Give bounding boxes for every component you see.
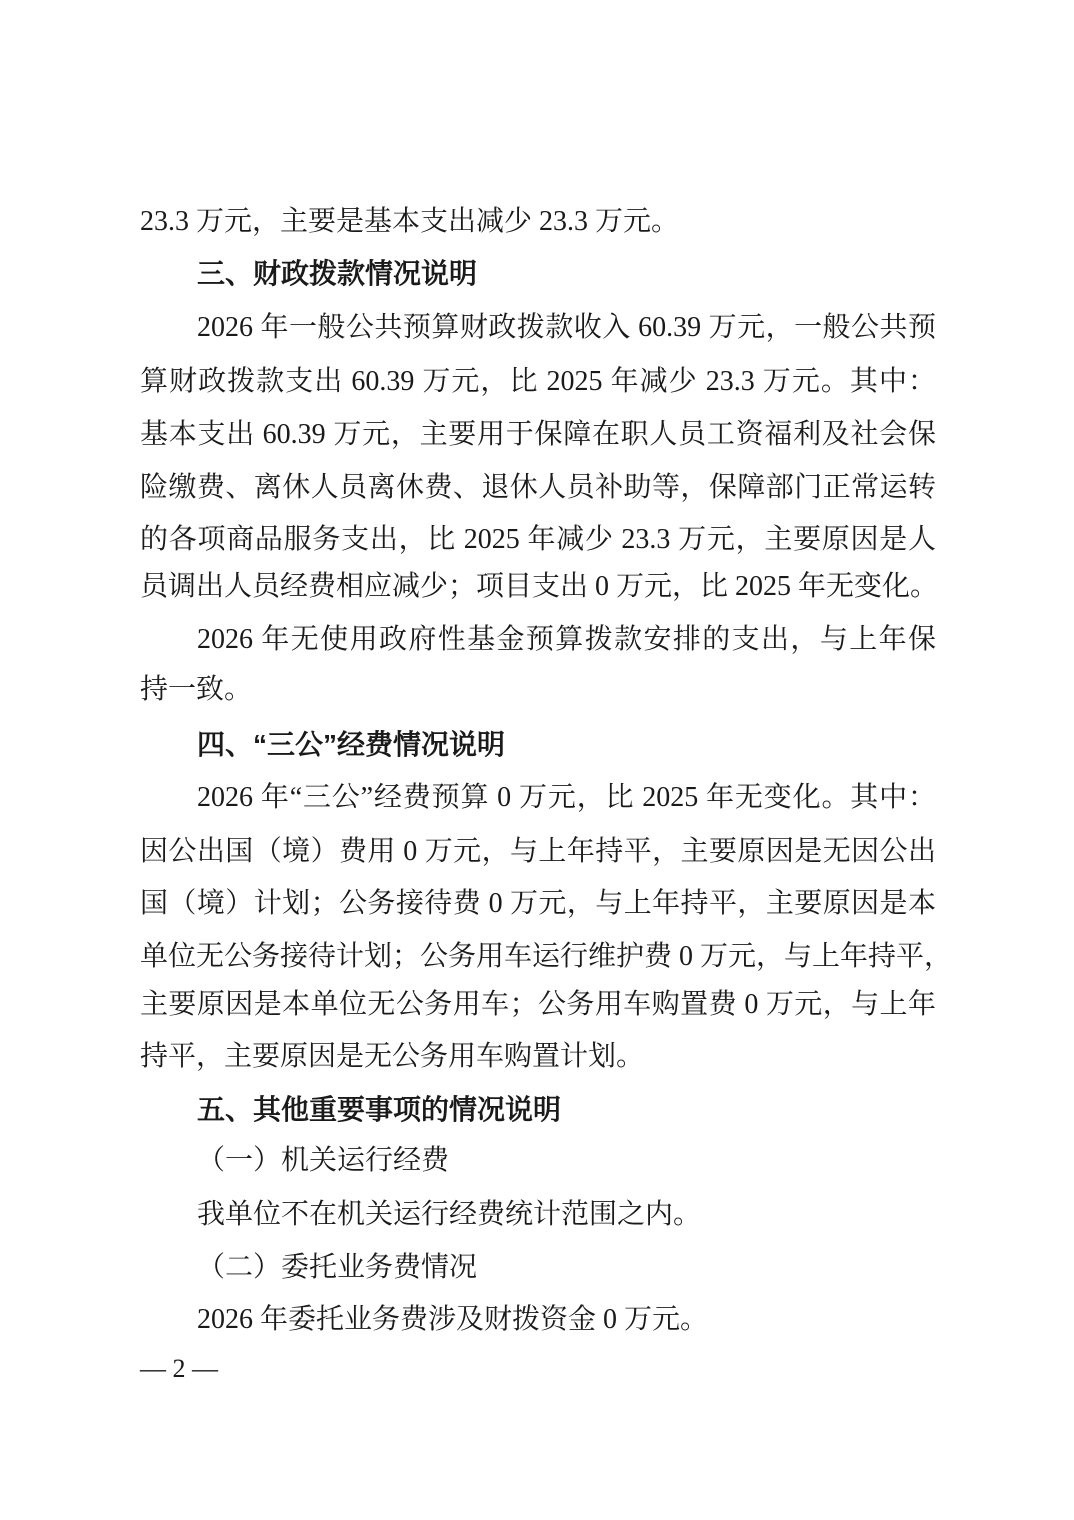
body-line: 2026 年一般公共预算财政拨款收入 60.39 万元，一般公共预 [197, 312, 936, 343]
body-line: 算财政拨款支出 60.39 万元，比 2025 年减少 23.3 万元。其中： [140, 366, 936, 397]
body-line: 员调出人员经费相应减少；项目支出 0 万元，比 2025 年无变化。 [140, 571, 939, 602]
page-number: — 2 — [140, 1354, 218, 1383]
body-line: 主要原因是本单位无公务用车；公务用车购置费 0 万元，与上年 [140, 989, 936, 1020]
body-line: 2026 年“三公”经费预算 0 万元，比 2025 年无变化。其中： [197, 782, 936, 813]
section-heading-three-public: 四、“三公”经费情况说明 [197, 729, 506, 760]
body-line: 持平，主要原因是无公务用车购置计划。 [140, 1041, 645, 1072]
body-line: 险缴费、离休人员离休费、退休人员补助等，保障部门正常运转 [140, 472, 936, 503]
body-line: 的各项商品服务支出，比 2025 年减少 23.3 万元，主要原因是人 [140, 524, 936, 555]
subsection-heading-operating-expenses: （一）机关运行经费 [197, 1145, 450, 1176]
body-line: 因公出国（境）费用 0 万元，与上年持平，主要原因是无因公出 [140, 836, 936, 867]
body-line: 国（境）计划；公务接待费 0 万元，与上年持平，主要原因是本 [140, 888, 936, 919]
body-line: 单位无公务接待计划；公务用车运行维护费 0 万元，与上年持平， [140, 941, 953, 972]
body-line: 23.3 万元，主要是基本支出减少 23.3 万元。 [140, 206, 680, 237]
section-heading-fiscal-appropriation: 三、财政拨款情况说明 [197, 258, 478, 289]
body-line: 我单位不在机关运行经费统计范围之内。 [197, 1199, 702, 1230]
body-line: 2026 年委托业务费涉及财拨资金 0 万元。 [197, 1304, 709, 1335]
body-line: 2026 年无使用政府性基金预算拨款安排的支出，与上年保 [197, 624, 936, 655]
body-line: 基本支出 60.39 万元，主要用于保障在职人员工资福利及社会保 [140, 419, 936, 450]
body-line: 持一致。 [140, 674, 253, 705]
subsection-heading-commissioned-business: （二）委托业务费情况 [197, 1252, 478, 1283]
section-heading-other-matters: 五、其他重要事项的情况说明 [197, 1094, 562, 1125]
